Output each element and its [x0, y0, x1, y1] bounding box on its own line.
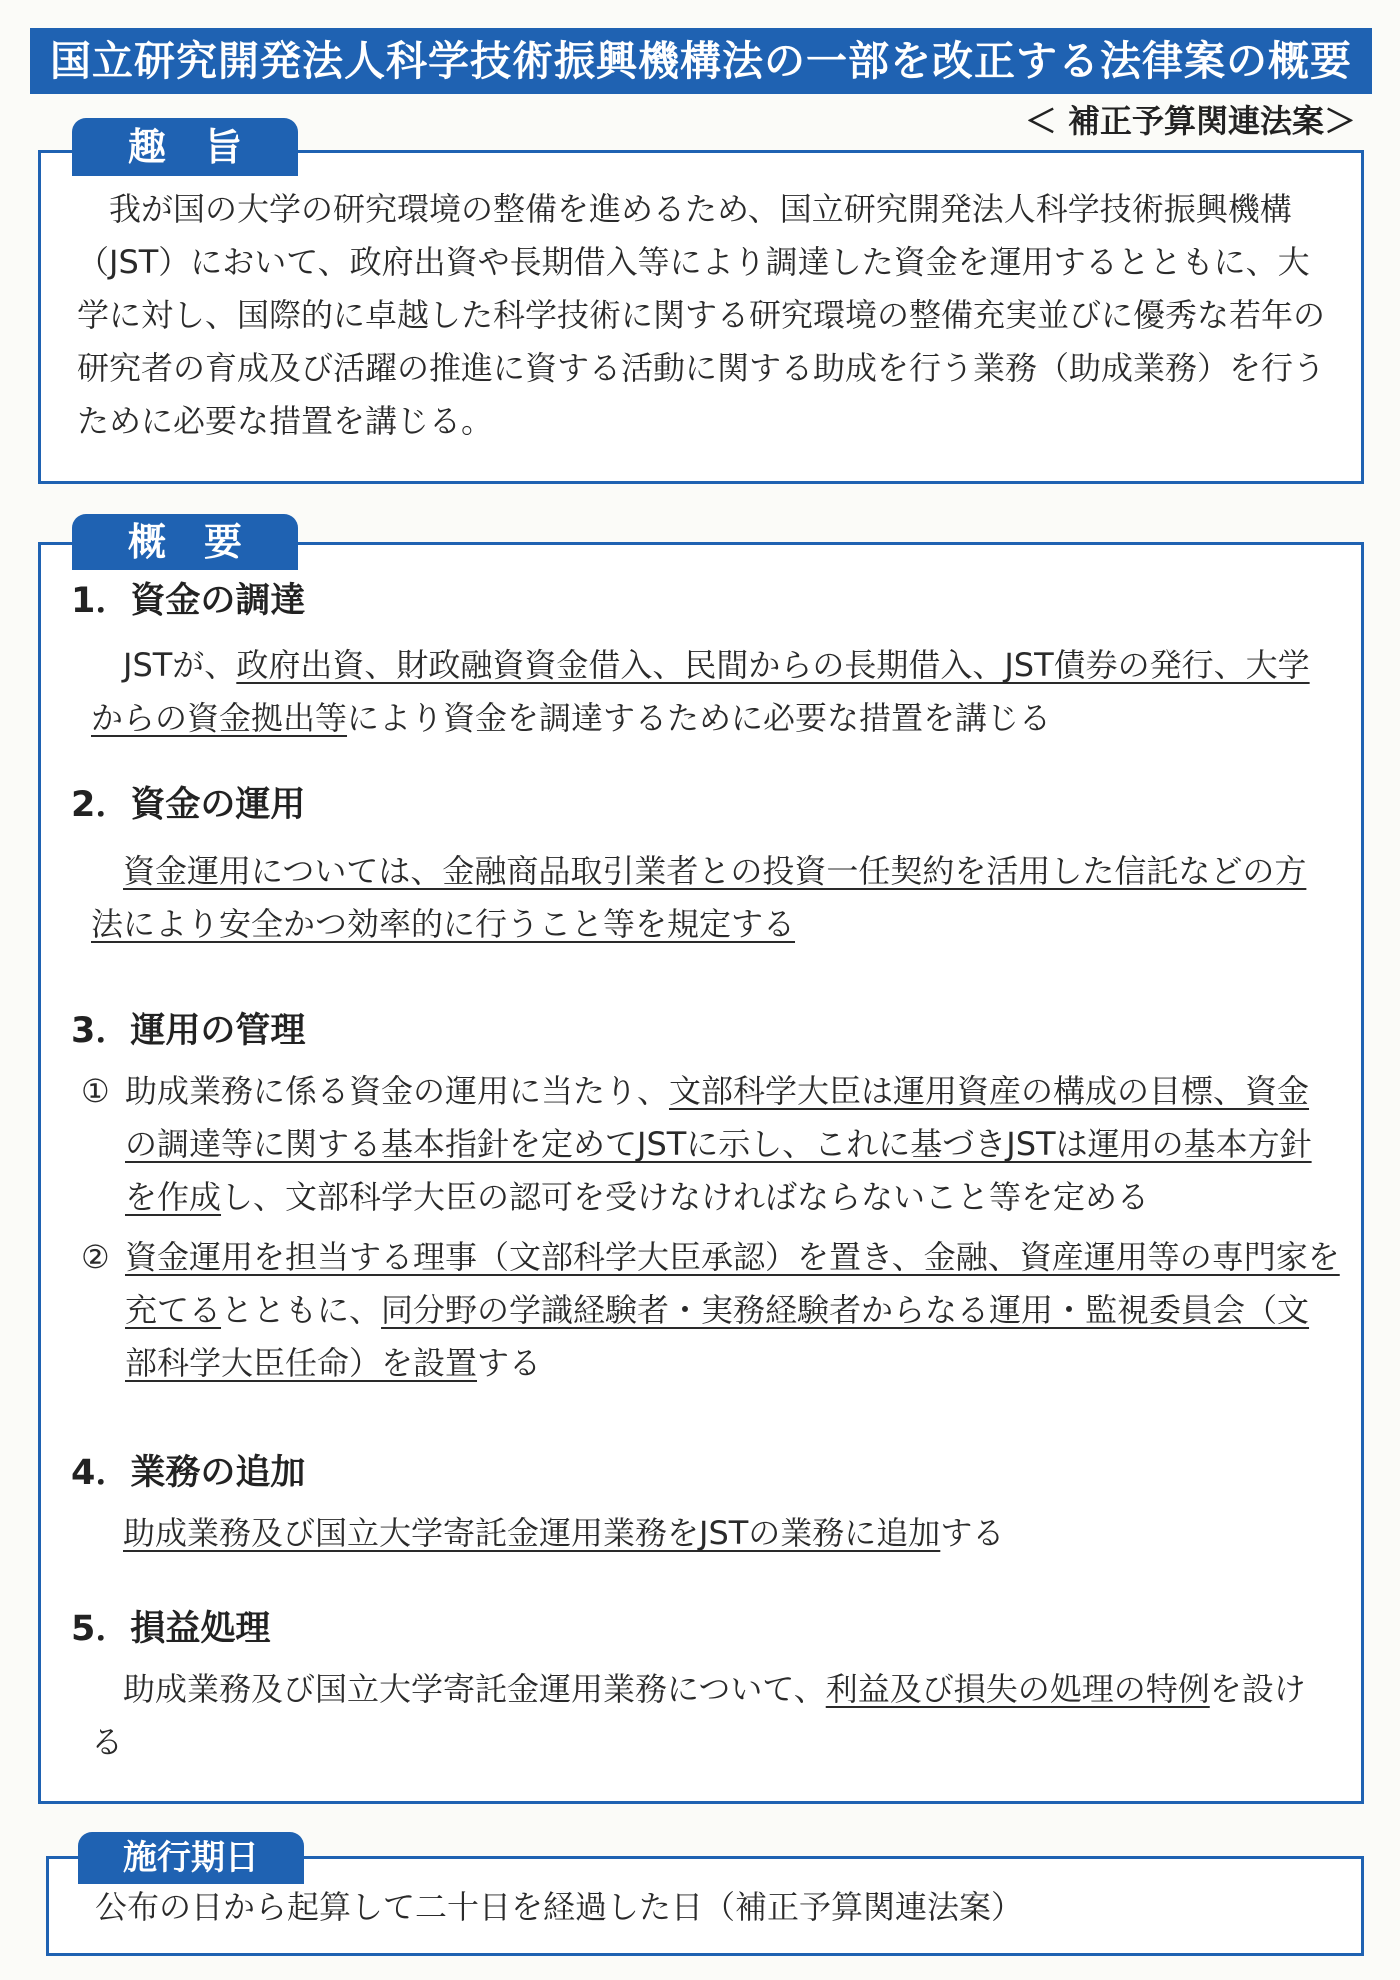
- section-3-item-2: [81, 1231, 1341, 1390]
- section-3-heading: 3．運用の管理: [71, 1011, 306, 1051]
- item-1-mark: ①: [81, 1072, 110, 1110]
- shushi-box: [38, 150, 1364, 484]
- section-3-item-1: [81, 1065, 1341, 1224]
- item-2-text-a: とともに、: [221, 1291, 382, 1329]
- section-1-underline: 政府出資、財政融資資金借入、民間からの長期借入、JST債券の発行、大学からの資金拠出等: [91, 646, 1310, 737]
- section-1-heading: 1．資金の調達: [71, 581, 306, 621]
- section-4-text-a: する: [940, 1514, 1005, 1552]
- section-4-heading: 4．業務の追加: [71, 1453, 306, 1493]
- item-1-underline: 文部科学大臣は運用資産の構成の目標、資金の調達等に関する基本指針を定めてJSTに示し、これに基づきJSTは運用の基本方針を作成: [125, 1072, 1312, 1216]
- gaiyou-box: [38, 542, 1364, 1804]
- item-2-text-b: する: [477, 1344, 542, 1382]
- item-2-underline-a: 資金運用を担当する理事（文部科学大臣承認）を置き、金融、資産運用等の専門家を充てる: [125, 1238, 1340, 1329]
- item-2-mark: ②: [81, 1238, 110, 1276]
- section-2-underline: 資金運用については、金融商品取引業者との投資一任契約を活用した信託などの方法により安全かつ効率的に行うこと等を規定する: [91, 852, 1307, 943]
- section-5-heading: 5．損益処理: [71, 1609, 271, 1649]
- gaiyou-tab: 概 要: [72, 514, 298, 570]
- section-5-text: [91, 1663, 1337, 1769]
- section-4-text: [91, 1507, 1337, 1560]
- section-1-text: [91, 639, 1337, 745]
- section-5-text-b: を設ける: [91, 1670, 1306, 1761]
- page-title: 国立研究開発法人科学技術振興機構法の一部を改正する法律案の概要: [30, 28, 1372, 94]
- section-1-text-b: により資金を調達するために必要な措置を講じる: [347, 699, 1052, 737]
- shushi-tab: 趣 旨: [72, 118, 298, 176]
- item-1-text-b: し、文部科学大臣の認可を受けなければならないこと等を定める: [221, 1178, 1150, 1216]
- section-1-text-a: JSTが、: [123, 646, 237, 684]
- page-subtitle: ＜ 補正予算関連法案＞: [1024, 102, 1356, 140]
- section-4-underline: 助成業務及び国立大学寄託金運用業務をJSTの業務に追加: [123, 1514, 941, 1552]
- sekou-tab: 施行期日: [78, 1832, 304, 1884]
- section-5-underline: 利益及び損失の処理の特例: [825, 1670, 1210, 1708]
- section-5-text-a: 助成業務及び国立大学寄託金運用業務について、: [123, 1670, 826, 1708]
- section-2-text: [91, 845, 1337, 951]
- shushi-text: 我が国の大学の研究環境の整備を進めるため、国立研究開発法人科学技術振興機構（JST）において、政府出資や長期借入等により調達した資金を運用するとともに、大学に対し、国際的に卓越した科学技術に関する研究環境の整備充実並びに優秀な若年の研究者の育成及び活躍の推進に資する活動に関する助成を行う業務（助成業務）を行うために必要な措置を講じる。: [77, 190, 1326, 440]
- sekou-text: 公布の日から起算して二十日を経過した日（補正予算関連法案）: [95, 1888, 1024, 1926]
- item-1-text-a: 助成業務に係る資金の運用に当たり、: [125, 1072, 670, 1110]
- section-2-heading: 2．資金の運用: [71, 785, 306, 825]
- item-2-underline-b: 同分野の学識経験者・実務経験者からなる運用・監視委員会（文部科学大臣任命）を設置: [125, 1291, 1310, 1382]
